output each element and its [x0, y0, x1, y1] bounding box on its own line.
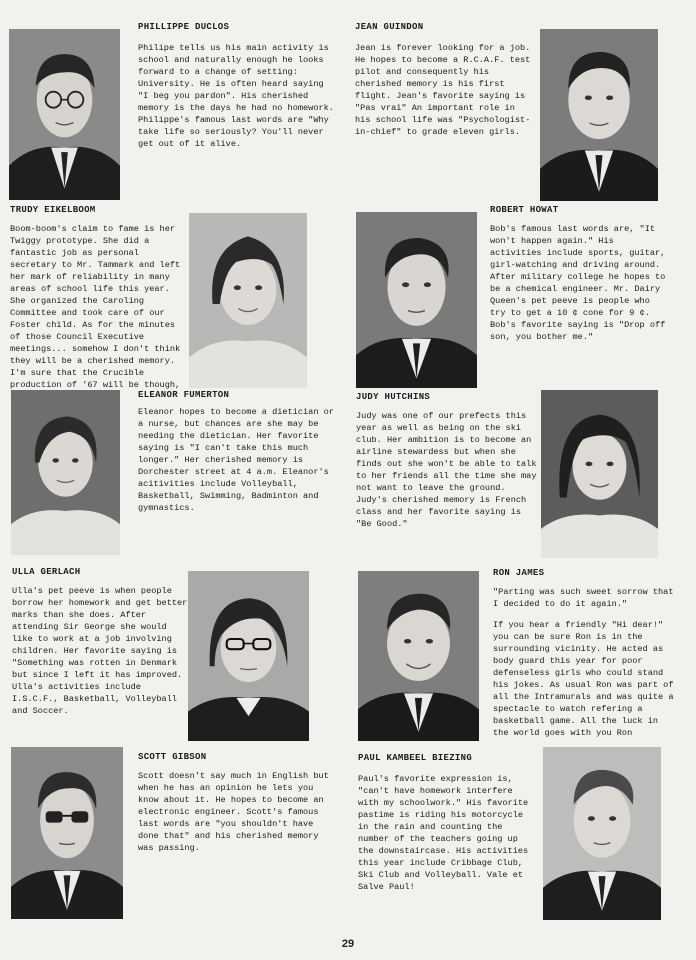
portrait-photo-duclos [9, 29, 120, 200]
portrait-boy-glasses-icon [11, 747, 123, 919]
student-bio-hutchins [356, 410, 538, 539]
portrait-photo-gibson [11, 747, 123, 919]
portrait-photo-eikelboom [189, 213, 307, 388]
bio-paragraph: If you hear a friendly "Hi dear!" you can be sure Ron is in the surrounding vicinity. He acted as body guard this year for poor defenseless girls who could stand his jokes. As usual Ron was part of all the Intramurals and was quite a spectacle to watch refering a basketball game. All the luck in the world goes with you Ron [493, 620, 674, 738]
student-name-gerlach: ULLA GERLACH [12, 567, 81, 577]
bio-paragraph: "Parting was such sweet sorrow that I decided to do it again." [493, 587, 674, 609]
student-bio-biezing [358, 773, 538, 902]
student-bio-gerlach [12, 585, 190, 726]
portrait-photo-guindon [540, 29, 658, 201]
portrait-photo-james [358, 571, 479, 741]
student-bio-howat [490, 223, 670, 352]
student-name-hutchins: JUDY HUTCHINS [356, 392, 431, 402]
student-name-fumerton: ELEANOR FUMERTON [138, 390, 230, 400]
portrait-girl-icon [189, 213, 307, 388]
portrait-girl-icon [541, 390, 658, 558]
bio-paragraph: Paul's favorite expression is, "can't have homework interfere with my schoolwork." His favorite pastime is riding his motorcycle in the rain and counting the number of the teachers going up the downstaircase. His activities this year include Cribbage Club, Ski Club and Volleyball. Vale et Salve Paul! [358, 774, 529, 892]
portrait-photo-biezing [543, 747, 661, 920]
student-bio-guindon [355, 42, 533, 147]
portrait-girl-icon [11, 390, 120, 555]
page-number: 29 [341, 938, 355, 950]
student-name-guindon: JEAN GUINDON [355, 22, 424, 32]
student-name-duclos: PHILLIPPE DUCLOS [138, 22, 230, 32]
student-bio-eikelboom [10, 223, 188, 412]
portrait-photo-hutchins [541, 390, 658, 558]
student-bio-gibson [138, 770, 338, 863]
portrait-photo-howat [356, 212, 477, 388]
portrait-boy-icon [356, 212, 477, 388]
portrait-boy-icon [540, 29, 658, 201]
student-name-gibson: SCOTT GIBSON [138, 752, 207, 762]
portrait-photo-gerlach [188, 571, 309, 741]
bio-paragraph: Judy was one of our prefects this year as well as being on the ski club. Her ambition is to become an airline stewardess but when she finds out she won't be able to talk to her friends all the time she may not want to leave the ground. Judy's cherished memory is French class and her favorite saying is "Be Good." [356, 411, 537, 529]
student-name-eikelboom: TRUDY EIKELBOOM [10, 205, 96, 215]
bio-paragraph: Philipe tells us his main activity is school and naturally enough he looks forward to a change of setting: University. He is often heard saying "I beg you pardon". His cherished memory is the days he had no homework. Philippe's famous last words are "Why take life so seriously? You'll never get out of it alive. [138, 43, 334, 149]
bio-paragraph: Boom-boom's claim to fame is her Twiggy prototype. She did a fantastic job as personal secretary to Mr. Tammark and left her mark of reliability in many areas of school life this year. She organized the Caroling Committee and took care of our Foster child. As for the minutes of those Council Executive meetings... somehow I don't think they will be a cherished memory. I'm sure that the Crucible production of '67 will be though, [10, 224, 181, 390]
portrait-boy-icon [358, 571, 479, 741]
portrait-boy-icon [543, 747, 661, 920]
student-name-howat: ROBERT HOWAT [490, 205, 559, 215]
portrait-photo-fumerton [11, 390, 120, 555]
bio-paragraph: Bob's famous last words are, "It won't happen again." His activities include sports, guitar, girl-watching and driving around. After military college he hopes to be a chemical engineer. Mr. Dairy Queen's pet peeve is people who try to get a 10 ¢ cone for 9 ¢. Bob's favorite saying is "Drop off son, you bother me." [490, 224, 666, 342]
student-bio-james [493, 586, 675, 748]
portrait-girl-glasses-icon [188, 571, 309, 741]
student-name-james: RON JAMES [493, 568, 545, 578]
bio-paragraph: Ulla's pet peeve is when people borrow her homework and get better marks than she does. After attending Sir George she would like to work at a job involving children. Her favorite saying is "Something was rotten in Denmark but since I left it has improved. Ulla's activities include I.S.C.F., Basketball, Volleyball and Soccer. [12, 586, 188, 716]
student-bio-duclos [138, 42, 338, 159]
student-bio-fumerton [138, 406, 336, 523]
bio-paragraph: Scott doesn't say much in English but when he has an opinion he lets you know about it. He hopes to become an electronic engineer. Scott's famous last words are "you shouldn't have done that" and his cherished memory was passing. [138, 771, 329, 853]
student-name-biezing: PAUL KAMBEEL BIEZING [358, 753, 473, 763]
portrait-boy-glasses-icon [9, 29, 120, 200]
bio-paragraph: Eleanor hopes to become a dietician or a nurse, but chances are she may be needing the dietician. Her favorite saying is "I can't take this much longer." Her cherished memory is Dorchester street at 4 a.m. Eleanor's acitivities include Volleyball, Basketball, Swimming, Badminton and gymnastics. [138, 407, 334, 513]
bio-paragraph: Jean is forever looking for a job. He hopes to become a R.C.A.F. test pilot and consequently his cherished memory is his first flight. Jean's favorite saying is "Pas vrai" An important role in his school life was "Psychologist-in-chief" to grade eleven girls. [355, 43, 531, 137]
